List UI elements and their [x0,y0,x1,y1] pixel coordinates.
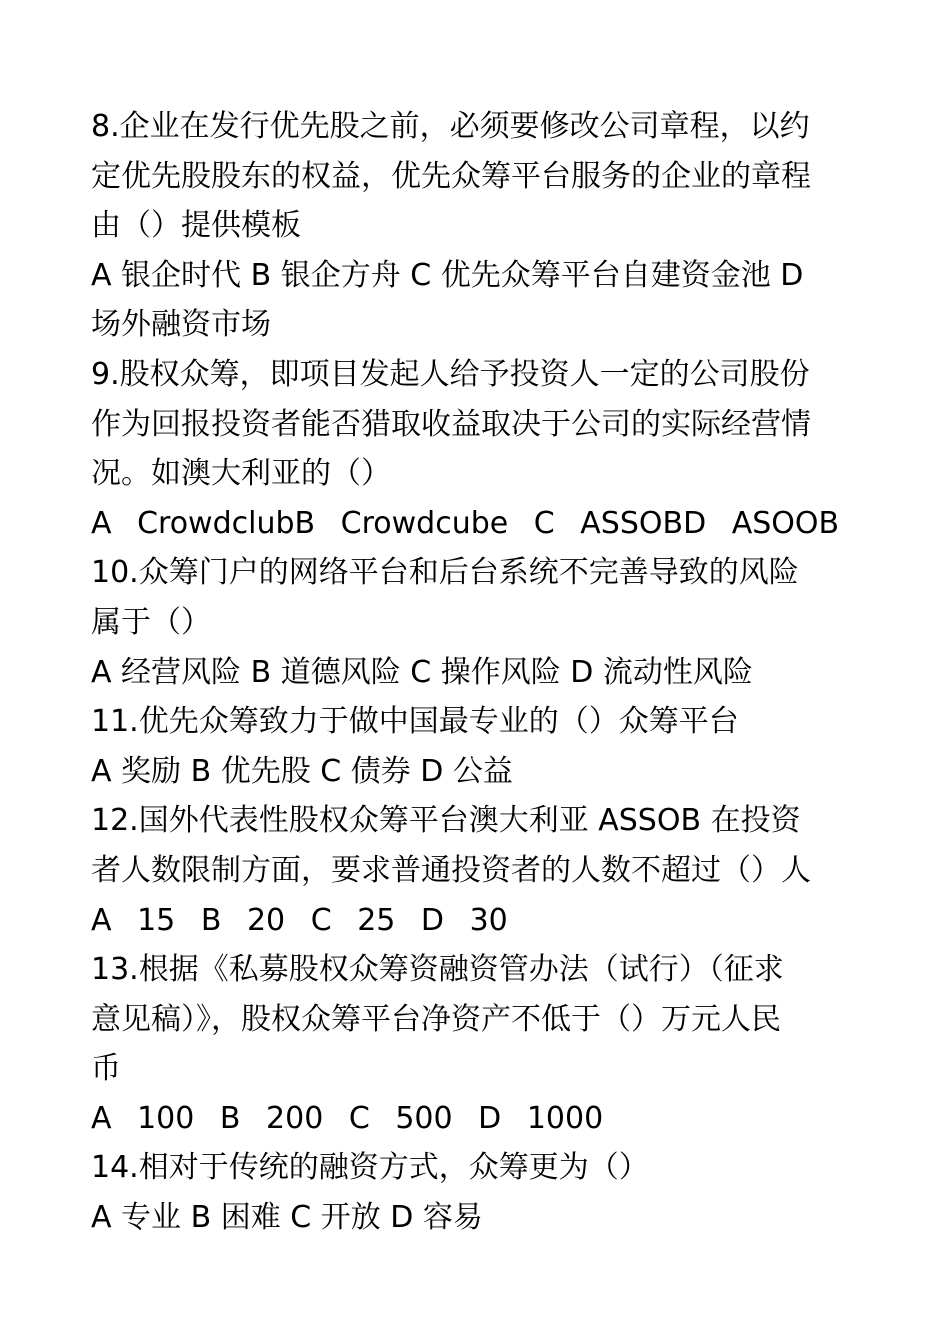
question-13-stem-line-1: 13.根据《私募股权众筹资融资管办法（试行）（征求 [91,952,784,988]
option-token: 1000 [526,1100,604,1136]
question-9-options [91,499,861,549]
question-8-stem-line-3: 由（）提供模板 [91,208,301,244]
option-token: 500 [395,1100,453,1136]
question-9-stem-line-3: 况。如澳大利亚的（） [91,456,391,492]
question-11-options: A 奖励 B 优先股 C 债券 D 公益 [91,753,513,789]
question-8 [91,102,861,350]
option-token: A [91,1100,112,1136]
question-13 [91,945,861,1143]
question-14-stem-line-1: 14.相对于传统的融资方式，众筹更为（） [91,1150,649,1186]
question-9-stem-line-2: 作为回报投资者能否猎取收益取决于公司的实际经营情 [91,406,811,442]
option-token: A [91,505,112,541]
question-12-stem-line-1: 12.国外代表性股权众筹平台澳大利亚 ASSOB 在投资 [91,803,801,839]
question-11 [91,697,861,796]
option-token: B [200,902,222,938]
option-token: ASOOB [731,505,840,541]
option-token: A [91,902,112,938]
question-10-options: A 经营风险 B 道德风险 C 操作风险 D 流动性风险 [91,654,753,690]
question-12-options [91,896,861,946]
question-12-stem-line-2: 者人数限制方面，要求普通投资者的人数不超过（）人 [91,852,811,888]
question-12 [91,796,861,945]
question-9 [91,350,861,548]
question-11-stem-line-1: 11.优先众筹致力于做中国最专业的（）众筹平台 [91,704,739,740]
question-10-stem-line-1: 10.众筹门户的网络平台和后台系统不完善导致的风险 [91,555,799,591]
option-token: 20 [246,902,286,938]
question-8-options-line-1: A 银企时代 B 银企方舟 C 优先众筹平台自建资金池 D [91,257,804,293]
question-8-stem-line-2: 定优先股股东的权益，优先众筹平台服务的企业的章程 [91,158,811,194]
question-10-stem-line-2: 属于（） [91,604,211,640]
question-14-options: A 专业 B 困难 C 开放 D 容易 [91,1200,483,1236]
question-8-options-line-2: 场外融资市场 [91,307,271,343]
option-token: ASSOBD [580,505,707,541]
option-token: 30 [469,902,508,938]
question-13-stem-line-2: 意见稿）》，股权众筹平台净资产不低于（）万元人民 [91,1001,781,1037]
option-token: D [478,1100,502,1136]
option-token: C [310,902,332,938]
question-8-stem-line-1: 8.企业在发行优先股之前，必须要修改公司章程，以约 [91,109,810,144]
question-13-stem-line-3: 币 [91,1051,121,1087]
option-token: CrowdclubB [137,505,316,541]
question-9-stem-line-1: 9.股权众筹，即项目发起人给予投资人一定的公司股份 [91,356,810,392]
option-token: B [219,1100,241,1136]
option-token: C [533,505,555,541]
option-token: 100 [137,1100,195,1136]
question-10 [91,548,861,697]
option-token: Crowdcube [340,505,509,541]
option-token: 25 [357,902,396,938]
question-14 [91,1143,861,1242]
option-token: 200 [266,1100,324,1136]
question-13-options [91,1094,861,1144]
option-token: 15 [137,902,176,938]
option-token: D [420,902,445,938]
option-token: C [348,1100,370,1136]
question-list [91,102,861,1243]
